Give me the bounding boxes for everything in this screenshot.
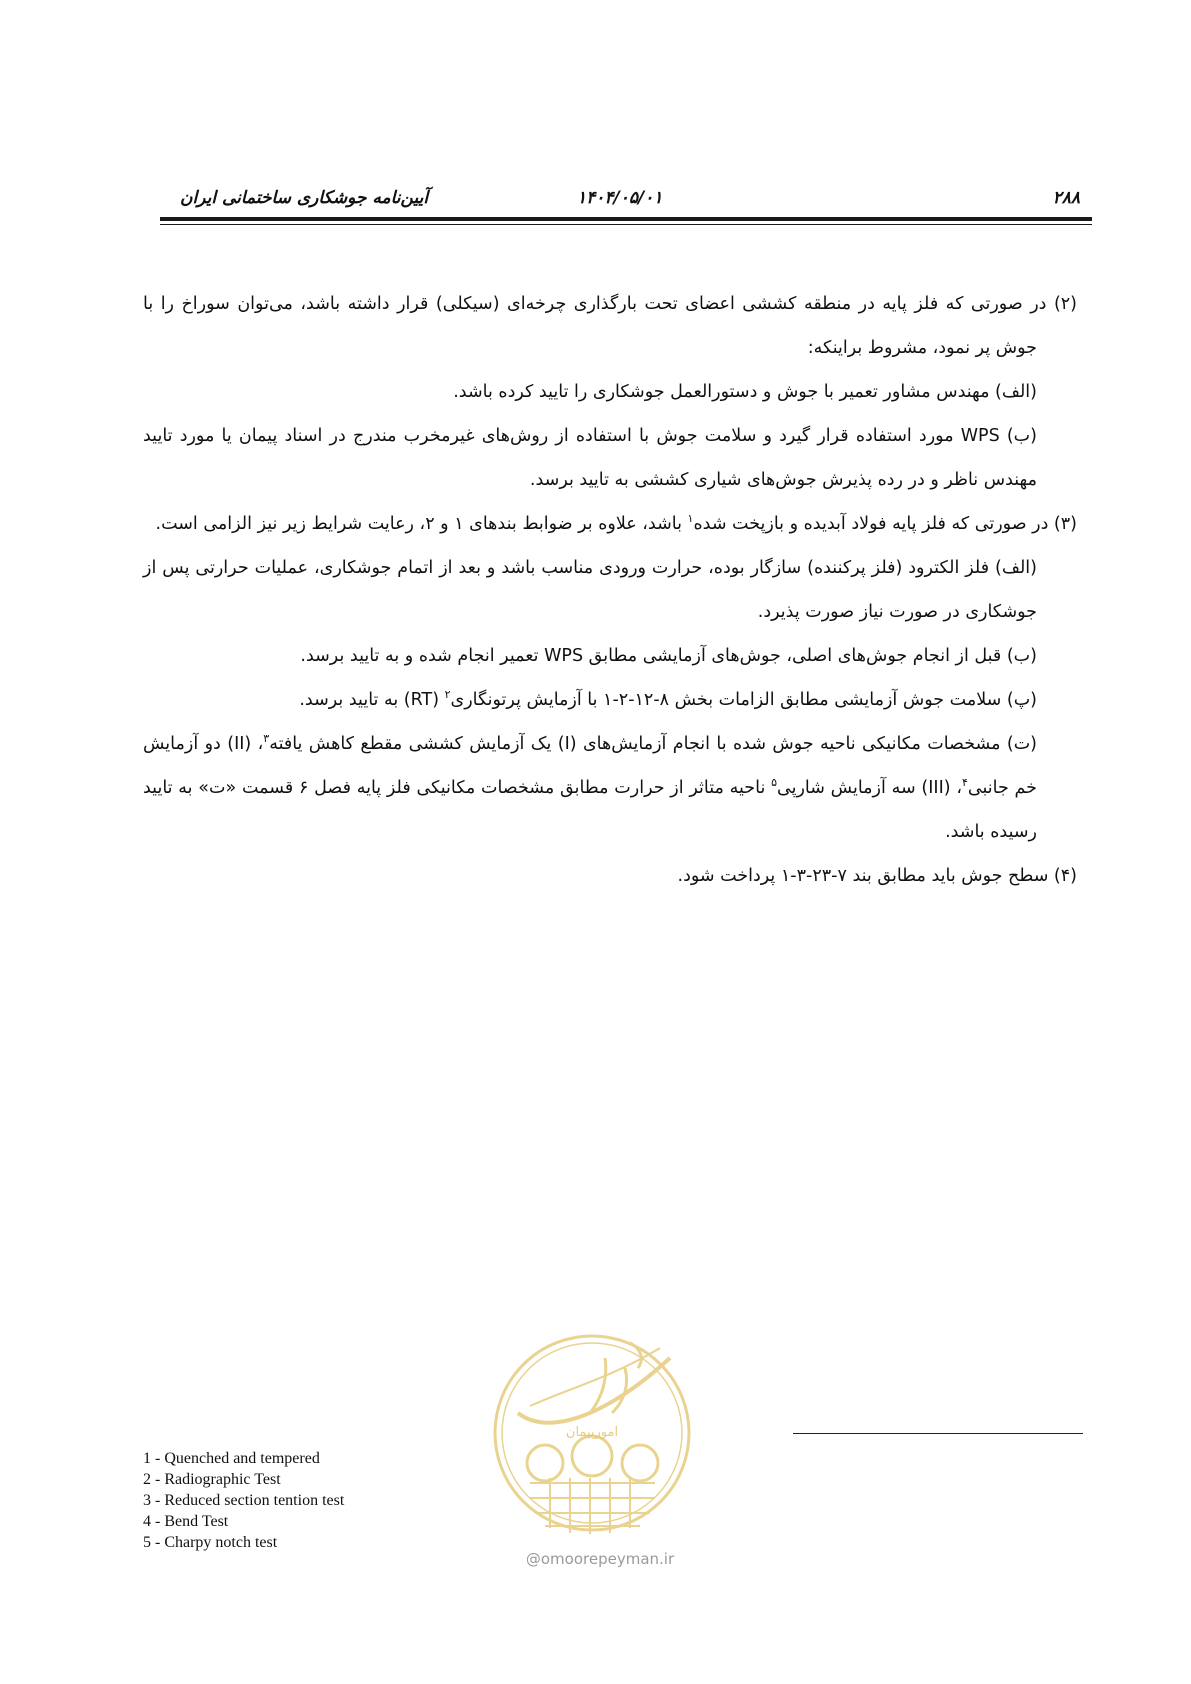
main-content	[143, 282, 1077, 898]
watermark-logo-text: امورپیمان	[565, 1425, 619, 1440]
footnote-ref-2: ۲	[444, 688, 451, 702]
watermark-url: @omoorepeyman.ir	[525, 1550, 675, 1568]
clause-3-t-text-1: (ت) مشخصات مکانیکی ناحیه جوش شده با انجام آزمایش‌های (I) یک آزمایش کششی مقطع کاهش یافته	[269, 734, 1038, 754]
clause-3	[143, 502, 1077, 546]
footnote-2: 2 - Radiographic Test	[143, 1471, 281, 1488]
clause-4: (۴) سطح جوش باید مطابق بند ۷-۲۳-۳-۱ پرداخت شود.	[677, 866, 1077, 886]
clause-3-a: (الف) فلز الکترود (فلز پرکننده) سازگار بوده، حرارت ورودی مناسب باشد و بعد از اتمام جوشکاری، عملیات حرارتی پس از جوشکاری در صورت نیاز صورت پذیرد.	[143, 558, 1037, 622]
clause-2-a: (الف) مهندس مشاور تعمیر با جوش و دستورالعمل جوشکاری را تایید کرده باشد.	[453, 382, 1037, 402]
clause-3-p	[143, 678, 1077, 722]
page-number: ۲۸۸	[1052, 188, 1080, 208]
clause-3-t-text-2: ، (II) دو آزمایش خم جانبی	[143, 734, 1037, 798]
header-rule-thin	[160, 224, 1092, 225]
clause-3-t-text-4: ناحیه متاثر از حرارت مطابق مشخصات مکانیکی فلز پایه فصل ۶ قسمت «ت» به تایید رسیده باشد.	[143, 778, 1037, 842]
clause-3-p-text-2: (RT) به تایید برسد.	[299, 690, 445, 710]
clause-3-t	[143, 722, 1077, 854]
footnote-ref-3: ۳	[263, 732, 270, 746]
footnote-3: 3 - Reduced section tention test	[143, 1492, 345, 1509]
header-rule-thick	[160, 217, 1092, 221]
header-date: ۱۴۰۴/۰۵/۰۱	[577, 188, 663, 208]
document-title: آیین‌نامه جوشکاری ساختمانی ایران	[180, 188, 429, 208]
clause-3-p-text-1: (پ) سلامت جوش آزمایشی مطابق الزامات بخش ۸-۱۲-۲-۱ با آزمایش پرتونگاری	[450, 690, 1037, 710]
clause-3-text-2: باشد، علاوه بر ضوابط بندهای ۱ و ۲، رعایت شرایط زیر نیز الزامی است.	[155, 514, 688, 534]
clause-2-b: (ب) WPS مورد استفاده قرار گیرد و سلامت جوش با استفاده از روش‌های غیرمخرب مندرج در اسناد پیمان یا مورد تایید مهندس ناظر و در رده پذیرش جوش‌های شیاری کششی به تایید برسد.	[143, 426, 1037, 490]
clause-3-b: (ب) قبل از انجام جوش‌های اصلی، جوش‌های آزمایشی مطابق WPS تعمیر انجام شده و به تایید برسد.	[300, 646, 1037, 666]
footnote-4: 4 - Bend Test	[143, 1513, 229, 1530]
footnote-ref-4: ۴	[961, 776, 968, 790]
footnotes	[143, 1448, 483, 1553]
page-header	[160, 188, 1092, 210]
footnote-ref-5: ۵	[771, 776, 777, 790]
watermark-logo-icon	[490, 1318, 695, 1548]
footnote-ref-1: ۱	[687, 512, 694, 526]
footnote-5: 5 - Charpy notch test	[143, 1534, 278, 1551]
footnote-separator	[793, 1433, 1083, 1434]
clause-3-t-text-3: ، (III) سه آزمایش شارپی	[777, 778, 962, 798]
clause-3-text-1: (۳) در صورتی که فلز پایه فولاد آبدیده و بازپخت شده	[693, 514, 1077, 534]
clause-2: (۲) در صورتی که فلز پایه در منطقه کششی اعضای تحت بارگذاری چرخه‌ای (سیکلی) قرار داشته باشد، می‌توان سوراخ را با جوش پر نمود، مشروط براینکه:	[143, 294, 1077, 358]
footnote-1: 1 - Quenched and tempered	[143, 1450, 320, 1467]
